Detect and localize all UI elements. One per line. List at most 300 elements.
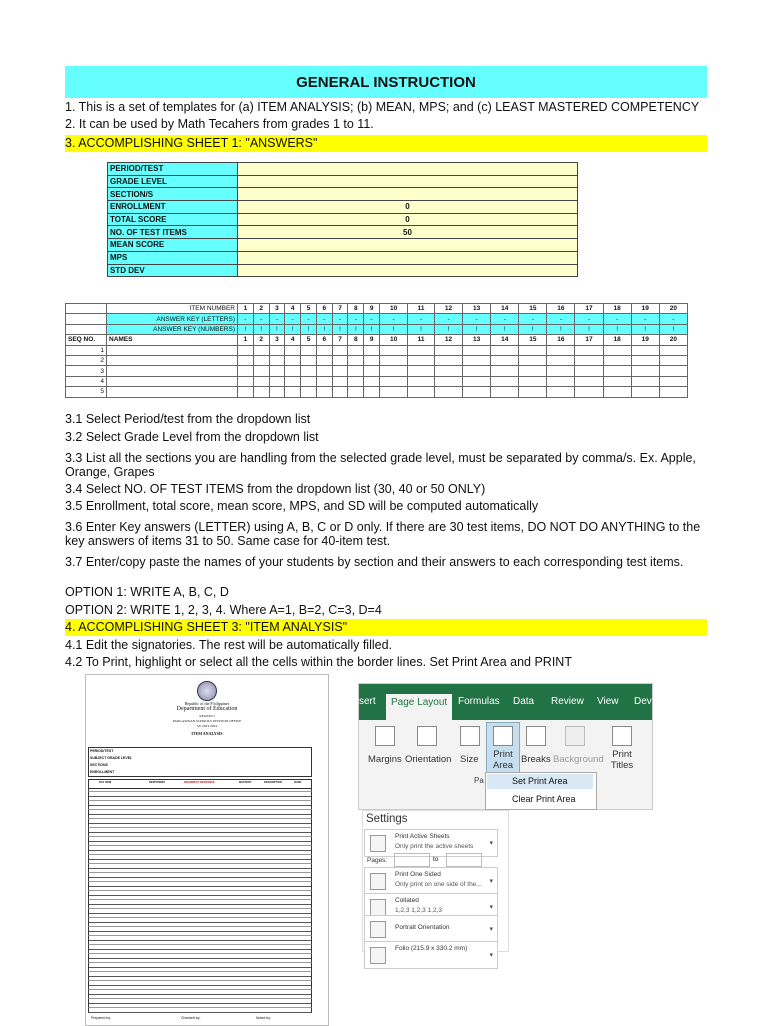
info-row <box>108 264 578 277</box>
answer-cell[interactable] <box>348 355 364 365</box>
preview-col-header: DESCRIPTION <box>264 781 282 784</box>
chevron-down-icon: ▾ <box>489 952 493 959</box>
key-number-cell: ! <box>380 324 408 334</box>
answer-cell[interactable] <box>253 355 269 365</box>
answer-cell[interactable] <box>380 355 408 365</box>
info-label: SECTION/S <box>108 188 238 201</box>
item-number: 4 <box>285 335 301 345</box>
item-number: 18 <box>603 335 631 345</box>
answer-cell[interactable] <box>316 376 332 386</box>
answer-cell[interactable] <box>659 345 687 355</box>
answer-cell[interactable] <box>285 376 301 386</box>
print-what-sub: Only print the active sheets <box>395 843 474 850</box>
student-name-cell[interactable] <box>107 345 238 355</box>
seq-number: 3 <box>66 366 107 376</box>
item-number: 9 <box>364 304 380 314</box>
step-3-4: 3.4 Select NO. OF TEST ITEMS from the dropdown list (30, 40 or 50 ONLY) <box>65 482 486 496</box>
item-number: 15 <box>519 335 547 345</box>
preview-col-header: RANK <box>294 781 302 784</box>
answer-cell[interactable] <box>463 376 491 386</box>
answer-cell[interactable] <box>519 366 547 376</box>
info-table <box>107 162 578 277</box>
key-number-cell: ! <box>253 324 269 334</box>
paper-icon <box>370 947 386 964</box>
student-row <box>66 355 688 365</box>
grid-corner <box>66 324 107 334</box>
item-number: 17 <box>575 304 603 314</box>
answer-cell[interactable] <box>547 376 575 386</box>
answer-cell[interactable] <box>364 345 380 355</box>
answer-cell[interactable] <box>603 366 631 376</box>
answer-cell[interactable] <box>659 387 687 397</box>
page-title: GENERAL INSTRUCTION <box>65 66 707 98</box>
step-3-7: 3.7 Enter/copy paste the names of your students by section and their answers to each corresponding test items. <box>65 555 684 569</box>
sided-dropdown[interactable] <box>364 867 498 895</box>
tab-page-layout[interactable]: Page Layout <box>386 694 452 720</box>
answer-cell[interactable] <box>380 376 408 386</box>
answer-cell[interactable] <box>435 345 463 355</box>
answer-cell[interactable] <box>332 366 348 376</box>
portrait-icon <box>370 921 386 938</box>
item-number: 13 <box>463 335 491 345</box>
breaks-icon <box>526 726 546 746</box>
answer-cell[interactable] <box>603 345 631 355</box>
info-value[interactable]: 0 <box>238 213 578 226</box>
item-number: 7 <box>332 304 348 314</box>
preview-col-header: RESPONSES <box>149 781 166 784</box>
answer-cell[interactable] <box>491 345 519 355</box>
key-letter-cell[interactable]: - <box>332 314 348 324</box>
answer-cell[interactable] <box>408 387 435 397</box>
tab-review[interactable]: Review <box>551 696 584 707</box>
names-header: NAMES <box>107 335 238 345</box>
answer-cell[interactable] <box>269 376 285 386</box>
item-number: 14 <box>491 335 519 345</box>
answer-cell[interactable] <box>631 376 659 386</box>
info-row <box>108 175 578 188</box>
key-letter-cell[interactable]: - <box>631 314 659 324</box>
item-number: 10 <box>380 335 408 345</box>
pages-to-input[interactable] <box>446 853 482 867</box>
key-number-cell: ! <box>463 324 491 334</box>
item-number: 2 <box>253 304 269 314</box>
answer-cell[interactable] <box>238 366 254 376</box>
key-letter-cell[interactable]: - <box>519 314 547 324</box>
key-letter-cell[interactable]: - <box>238 314 254 324</box>
answer-cell[interactable] <box>364 376 380 386</box>
item-number: 19 <box>631 304 659 314</box>
answer-cell[interactable] <box>238 376 254 386</box>
print-area-menu <box>485 772 597 810</box>
info-label: PERIOD/TEST <box>108 163 238 176</box>
answer-cell[interactable] <box>301 387 317 397</box>
key-letter-cell[interactable]: - <box>253 314 269 324</box>
answer-cell[interactable] <box>269 387 285 397</box>
intro-line-2: 2. It can be used by Math Tecahers from grades 1 to 11. <box>65 117 374 131</box>
info-row <box>108 239 578 252</box>
item-analysis-preview <box>85 674 329 1026</box>
item-number: 8 <box>348 304 364 314</box>
answer-cell[interactable] <box>519 387 547 397</box>
info-value[interactable] <box>238 163 578 176</box>
answer-cell[interactable] <box>238 387 254 397</box>
answer-cell[interactable] <box>435 387 463 397</box>
answer-cell[interactable] <box>253 376 269 386</box>
preview-prepared-by: Prepared by: <box>91 1016 112 1020</box>
answer-cell[interactable] <box>269 366 285 376</box>
item-number: 12 <box>435 304 463 314</box>
answer-grid <box>65 303 688 398</box>
answer-cell[interactable] <box>253 366 269 376</box>
item-number: 10 <box>380 304 408 314</box>
option-1: OPTION 1: WRITE A, B, C, D <box>65 585 229 599</box>
item-number: 18 <box>603 304 631 314</box>
tab-data[interactable]: Data <box>513 696 535 707</box>
item-number: 9 <box>364 335 380 345</box>
item-number: 19 <box>631 335 659 345</box>
info-row <box>108 226 578 239</box>
answer-cell[interactable] <box>547 345 575 355</box>
item-number: 11 <box>408 304 435 314</box>
key-letter-cell[interactable]: - <box>301 314 317 324</box>
answer-cell[interactable] <box>547 366 575 376</box>
student-row <box>66 366 688 376</box>
answer-cell[interactable] <box>631 355 659 365</box>
item-number: 3 <box>269 304 285 314</box>
key-number-cell: ! <box>519 324 547 334</box>
key-number-cell: ! <box>348 324 364 334</box>
info-label: GRADE LEVEL <box>108 175 238 188</box>
answer-cell[interactable] <box>575 387 603 397</box>
answer-cell[interactable] <box>463 345 491 355</box>
answer-cell[interactable] <box>332 345 348 355</box>
student-name-cell[interactable] <box>107 355 238 365</box>
answer-cell[interactable] <box>269 345 285 355</box>
key-letters-label: ANSWER KEY (LETTERS) <box>107 314 238 324</box>
item-number: 12 <box>435 335 463 345</box>
key-number-cell: ! <box>408 324 435 334</box>
answer-cell[interactable] <box>238 355 254 365</box>
answer-cell[interactable] <box>575 376 603 386</box>
info-label: MPS <box>108 251 238 264</box>
step-3-3: 3.3 List all the sections you are handling from the selected grade level, must be separated by comma/s. Ex. Apple, Orange, Grapes <box>65 451 696 479</box>
answer-cell[interactable] <box>575 345 603 355</box>
seq-number: 1 <box>66 345 107 355</box>
names-header-row <box>66 335 688 345</box>
key-number-cell: ! <box>547 324 575 334</box>
key-number-cell: ! <box>435 324 463 334</box>
answer-cell[interactable] <box>332 387 348 397</box>
answer-cell[interactable] <box>491 355 519 365</box>
info-label: NO. OF TEST ITEMS <box>108 226 238 239</box>
answer-cell[interactable] <box>547 387 575 397</box>
info-row <box>108 201 578 214</box>
pages-label: Pages: <box>367 857 388 864</box>
paper-size-dropdown[interactable] <box>364 941 498 969</box>
answer-cell[interactable] <box>253 345 269 355</box>
item-number: 3 <box>269 335 285 345</box>
answer-cell[interactable] <box>491 376 519 386</box>
answer-cell[interactable] <box>631 345 659 355</box>
pages-from-input[interactable] <box>394 853 430 867</box>
preview-label-sections: SECTIONS <box>90 763 108 767</box>
key-letter-cell[interactable]: - <box>285 314 301 324</box>
student-row <box>66 345 688 355</box>
student-row <box>66 376 688 386</box>
student-name-cell[interactable] <box>107 387 238 397</box>
tab-insert[interactable]: sert <box>359 696 376 707</box>
key-letter-cell[interactable]: - <box>364 314 380 324</box>
item-number: 20 <box>659 335 687 345</box>
answer-cell[interactable] <box>519 376 547 386</box>
step-4-2: 4.2 To Print, highlight or select all the cells within the border lines. Set Print Area and PRINT <box>65 655 572 669</box>
preview-rows <box>88 787 310 1012</box>
seq-no-header: SEQ NO. <box>66 335 107 345</box>
answer-cell[interactable] <box>285 387 301 397</box>
key-letter-cell[interactable]: - <box>491 314 519 324</box>
section-3-heading: 3. ACCOMPLISHING SHEET 1: "ANSWERS" <box>65 135 707 152</box>
pages-to-label: to <box>433 856 439 863</box>
background-icon <box>565 726 585 746</box>
answer-cell[interactable] <box>285 366 301 376</box>
step-3-6: 3.6 Enter Key answers (LETTER) using A, B, C or D only. If there are 30 test items, DO NOT DO ANYTHING to the key answers of items 31 to 50. Same case for 40-item test. <box>65 520 701 548</box>
answer-cell[interactable] <box>519 355 547 365</box>
print-settings-panel <box>362 810 509 959</box>
sheets-icon <box>370 835 386 852</box>
answer-cell[interactable] <box>603 355 631 365</box>
key-letter-cell[interactable]: - <box>380 314 408 324</box>
answer-cell[interactable] <box>316 355 332 365</box>
preview-division: PANGASINAN SCHOOLS DIVISION OFFICE <box>172 719 242 723</box>
answer-cell[interactable] <box>408 345 435 355</box>
answer-cell[interactable] <box>408 366 435 376</box>
tab-view[interactable]: View <box>597 696 619 707</box>
answer-cell[interactable] <box>603 387 631 397</box>
answer-cell[interactable] <box>435 366 463 376</box>
grid-corner <box>66 304 107 314</box>
item-number: 7 <box>332 335 348 345</box>
answer-cell[interactable] <box>348 376 364 386</box>
answer-cell[interactable] <box>575 355 603 365</box>
info-row <box>108 188 578 201</box>
info-label: MEAN SCORE <box>108 239 238 252</box>
student-name-cell[interactable] <box>107 366 238 376</box>
preview-title: ITEM ANALYSIS <box>191 731 223 736</box>
answer-cell[interactable] <box>364 366 380 376</box>
collated-sub: 1,2,3 1,2,3 1,2,3 <box>395 907 442 914</box>
key-number-cell: ! <box>603 324 631 334</box>
print-titles-icon <box>612 726 632 746</box>
step-3-1: 3.1 Select Period/test from the dropdown list <box>65 412 311 426</box>
answer-cell[interactable] <box>253 387 269 397</box>
answer-cell[interactable] <box>659 366 687 376</box>
answer-cell[interactable] <box>631 387 659 397</box>
key-letter-cell[interactable]: - <box>547 314 575 324</box>
preview-department: Department of Education <box>176 706 238 712</box>
orientation-value: Portrait Orientation <box>395 924 450 931</box>
tab-formulas[interactable]: Formulas <box>458 696 500 707</box>
item-number: 2 <box>253 335 269 345</box>
set-print-area-item[interactable]: Set Print Area <box>512 776 568 786</box>
key-number-cell: ! <box>269 324 285 334</box>
answer-cell[interactable] <box>269 355 285 365</box>
key-number-cell: ! <box>659 324 687 334</box>
breaks-button[interactable]: Breaks <box>521 754 551 765</box>
answer-cell[interactable] <box>364 387 380 397</box>
seq-number: 4 <box>66 376 107 386</box>
item-number: 6 <box>316 335 332 345</box>
answer-cell[interactable] <box>316 387 332 397</box>
preview-republic: Republic of the P hilippines <box>184 701 230 706</box>
info-label: TOTAL SCORE <box>108 213 238 226</box>
item-number: 20 <box>659 304 687 314</box>
key-letter-cell[interactable]: - <box>575 314 603 324</box>
answer-cell[interactable] <box>380 345 408 355</box>
option-2: OPTION 2: WRITE 1, 2, 3, 4. Where A=1, B=2, C=3, D=4 <box>65 603 382 617</box>
key-letter-cell[interactable]: - <box>435 314 463 324</box>
answer-cell[interactable] <box>631 366 659 376</box>
info-value[interactable] <box>238 188 578 201</box>
item-number-row <box>66 304 688 314</box>
settings-title: Settings <box>366 813 408 825</box>
key-letter-cell[interactable]: - <box>603 314 631 324</box>
answer-cell[interactable] <box>463 387 491 397</box>
answer-cell[interactable] <box>332 376 348 386</box>
sided-sub: Only print on one side of the... <box>395 881 482 888</box>
size-button[interactable]: Size <box>460 754 479 765</box>
key-number-cell: ! <box>364 324 380 334</box>
key-letter-cell[interactable]: - <box>463 314 491 324</box>
answer-cell[interactable] <box>491 366 519 376</box>
answer-cell[interactable] <box>348 345 364 355</box>
item-number: 8 <box>348 335 364 345</box>
answer-cell[interactable] <box>301 345 317 355</box>
ribbon-tabs <box>359 684 652 720</box>
key-number-cell: ! <box>631 324 659 334</box>
key-letter-cell[interactable]: - <box>408 314 435 324</box>
info-value[interactable] <box>238 175 578 188</box>
tab-developer[interactable]: Dev <box>634 696 652 707</box>
answer-cell[interactable] <box>435 355 463 365</box>
item-number-label: ITEM NUMBER <box>107 304 238 314</box>
key-numbers-label: ANSWER KEY (NUMBERS) <box>107 324 238 334</box>
info-value[interactable] <box>238 239 578 252</box>
key-letters-row <box>66 314 688 324</box>
answer-cell[interactable] <box>364 355 380 365</box>
student-name-cell[interactable] <box>107 376 238 386</box>
orientation-button[interactable]: Orientation <box>405 754 452 765</box>
answer-cell[interactable] <box>238 345 254 355</box>
answer-cell[interactable] <box>435 376 463 386</box>
key-number-cell: ! <box>575 324 603 334</box>
key-number-cell: ! <box>491 324 519 334</box>
info-value[interactable]: 50 <box>238 226 578 239</box>
answer-cell[interactable] <box>380 387 408 397</box>
preview-checked-by: Checked by: <box>181 1016 201 1020</box>
size-icon <box>460 726 480 746</box>
preview-label-period: PERIOD/TEST <box>90 749 114 753</box>
orientation-icon <box>417 726 437 746</box>
answer-cell[interactable] <box>301 355 317 365</box>
page-icon <box>370 873 386 890</box>
grid-corner <box>66 314 107 324</box>
answer-cell[interactable] <box>348 387 364 397</box>
orientation-dropdown[interactable] <box>364 915 498 943</box>
answer-cell[interactable] <box>380 366 408 376</box>
answer-cell[interactable] <box>547 355 575 365</box>
item-number: 5 <box>301 335 317 345</box>
answer-cell[interactable] <box>285 355 301 365</box>
item-number: 13 <box>463 304 491 314</box>
step-3-5: 3.5 Enrollment, total score, mean score, MPS, and SD will be computed automatically <box>65 499 539 513</box>
info-value[interactable]: 0 <box>238 201 578 214</box>
answer-cell[interactable] <box>659 355 687 365</box>
print-area-button[interactable]: Print Area <box>492 749 514 771</box>
answer-cell[interactable] <box>491 387 519 397</box>
item-number: 15 <box>519 304 547 314</box>
ribbon-group-label: Pa <box>474 776 484 785</box>
answer-cell[interactable] <box>575 366 603 376</box>
info-label: ENROLLMENT <box>108 201 238 214</box>
chevron-down-icon: ▾ <box>489 926 493 933</box>
item-number: 5 <box>301 304 317 314</box>
chevron-down-icon: ▾ <box>489 840 493 847</box>
key-letter-cell[interactable]: - <box>348 314 364 324</box>
student-row <box>66 387 688 397</box>
info-value[interactable] <box>238 251 578 264</box>
collated-value: Collated <box>395 897 419 904</box>
answer-cell[interactable] <box>603 376 631 386</box>
preview-sy: SY 2023-2024 <box>196 724 218 728</box>
answer-cell[interactable] <box>316 366 332 376</box>
answer-cell[interactable] <box>408 376 435 386</box>
key-number-cell: ! <box>316 324 332 334</box>
answer-cell[interactable] <box>301 366 317 376</box>
answer-cell[interactable] <box>519 345 547 355</box>
item-number: 1 <box>238 335 254 345</box>
key-number-cell: ! <box>238 324 254 334</box>
answer-cell[interactable] <box>301 376 317 386</box>
clear-print-area-item[interactable]: Clear Print Area <box>512 794 576 804</box>
answer-cell[interactable] <box>408 355 435 365</box>
item-number: 4 <box>285 304 301 314</box>
chevron-down-icon: ▾ <box>489 904 493 911</box>
print-titles-button[interactable]: Print Titles <box>610 749 634 771</box>
margins-button[interactable]: Margins <box>368 754 402 765</box>
seq-number: 5 <box>66 387 107 397</box>
answer-cell[interactable] <box>316 345 332 355</box>
preview-label-subject: SUBJECT GRADE LEVEL <box>90 756 133 760</box>
key-number-cell: ! <box>332 324 348 334</box>
key-letter-cell[interactable]: - <box>659 314 687 324</box>
answer-cell[interactable] <box>348 366 364 376</box>
key-number-cell: ! <box>285 324 301 334</box>
chevron-down-icon: ▾ <box>489 878 493 885</box>
answer-cell[interactable] <box>285 345 301 355</box>
key-letter-cell[interactable]: - <box>316 314 332 324</box>
answer-cell[interactable] <box>463 366 491 376</box>
step-4-1: 4.1 Edit the signatories. The rest will be automatically filled. <box>65 638 393 652</box>
item-number: 6 <box>316 304 332 314</box>
answer-cell[interactable] <box>659 376 687 386</box>
answer-cell[interactable] <box>463 355 491 365</box>
preview-noted-by: Noted by: <box>256 1016 271 1020</box>
key-letter-cell[interactable]: - <box>269 314 285 324</box>
info-row <box>108 213 578 226</box>
answer-cell[interactable] <box>332 355 348 365</box>
info-value[interactable] <box>238 264 578 277</box>
background-button: Background <box>553 754 604 765</box>
